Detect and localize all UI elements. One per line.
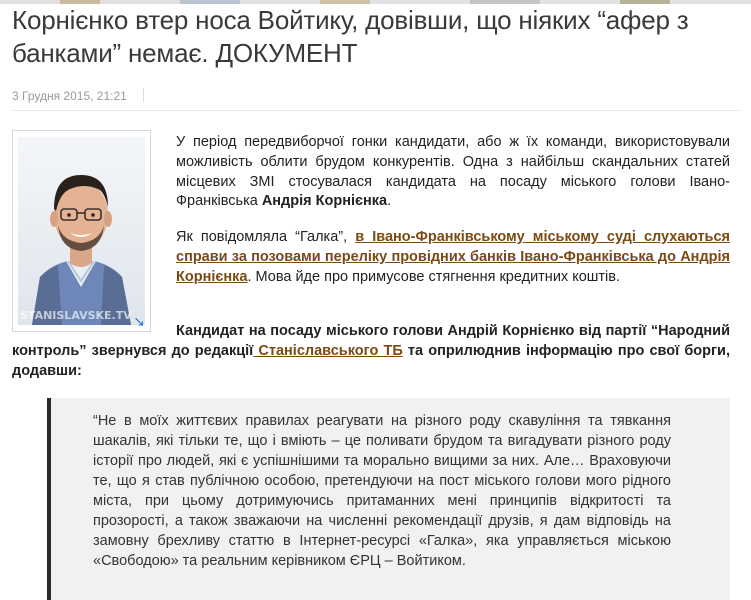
- court-cases-link[interactable]: в Івано-Франківському міському суді слухаються справи за позовами переліку провідних банків Івано-Франківська до Андрія Корнієнка: [176, 229, 730, 285]
- article-date: 3 Грудня 2015, 21:21: [12, 89, 127, 103]
- expand-arrow-icon[interactable]: ↘: [133, 313, 145, 329]
- photo-watermark: STANISLAVSKE.TV: [20, 309, 132, 322]
- article-title: Корнієнко втер носа Войтику, довівши, що ніяких “афер з банками” немає. ДОКУМЕНТ: [12, 5, 689, 68]
- stanislavske-tb-link[interactable]: Станіславського ТБ: [253, 342, 403, 359]
- meta-separator: [143, 88, 144, 102]
- paragraph-galka: Як повідомляла “Галка”, в Івано-Франківському міському суді слухаються справи за позовами переліку провідних банків Івано-Франківська до Андрія Корнієнка. Мова йде про примусове стягнення кредитних коштів.: [176, 229, 730, 285]
- paragraph-intro: У період передвиборчої гонки кандидати, або ж їх команди, використовували можливість облити брудом конкурентів. Одна з найбільш скандальних статей місцевих ЗМІ стосувалася кандидата на посаду міського голови Івано-Франківська Андрія Корнієнка.: [176, 134, 730, 210]
- author-photo[interactable]: [18, 137, 145, 325]
- quote-text: “Не в моїх життєвих правилах реагувати на різного роду скавуління та тявкання шакалів, які тільки те, що і вміють – це поливати брудом та вигадувати різного роду історії про людей, які є успішнішими та морально вищими за них. Але… Враховуючи те, що я став публічною особою, претендуючи на пост міського голови мого рідного міста, при цьому дотримуючись притаманних мені принципів відкритості та прозорості, а також зважаючи на численні рекомендації друзів, я дам відповідь на замовну брехливу статтю в Інтернет-ресурсі «Галка», яка управляється міською «Свободою» та реальним керівником ЄРЦ – Войтиком.: [93, 413, 671, 569]
- paragraph-candidate: Кандидат на посаду міського голови Андрій Корнієнко від партії “Народний контроль” звернувся до редакції Станіславського ТБ та оприлюднив інформацію про свої борги, додавши:: [12, 323, 730, 379]
- candidate-name: Андрія Корнієнка: [261, 193, 388, 210]
- meta-divider: [12, 110, 742, 111]
